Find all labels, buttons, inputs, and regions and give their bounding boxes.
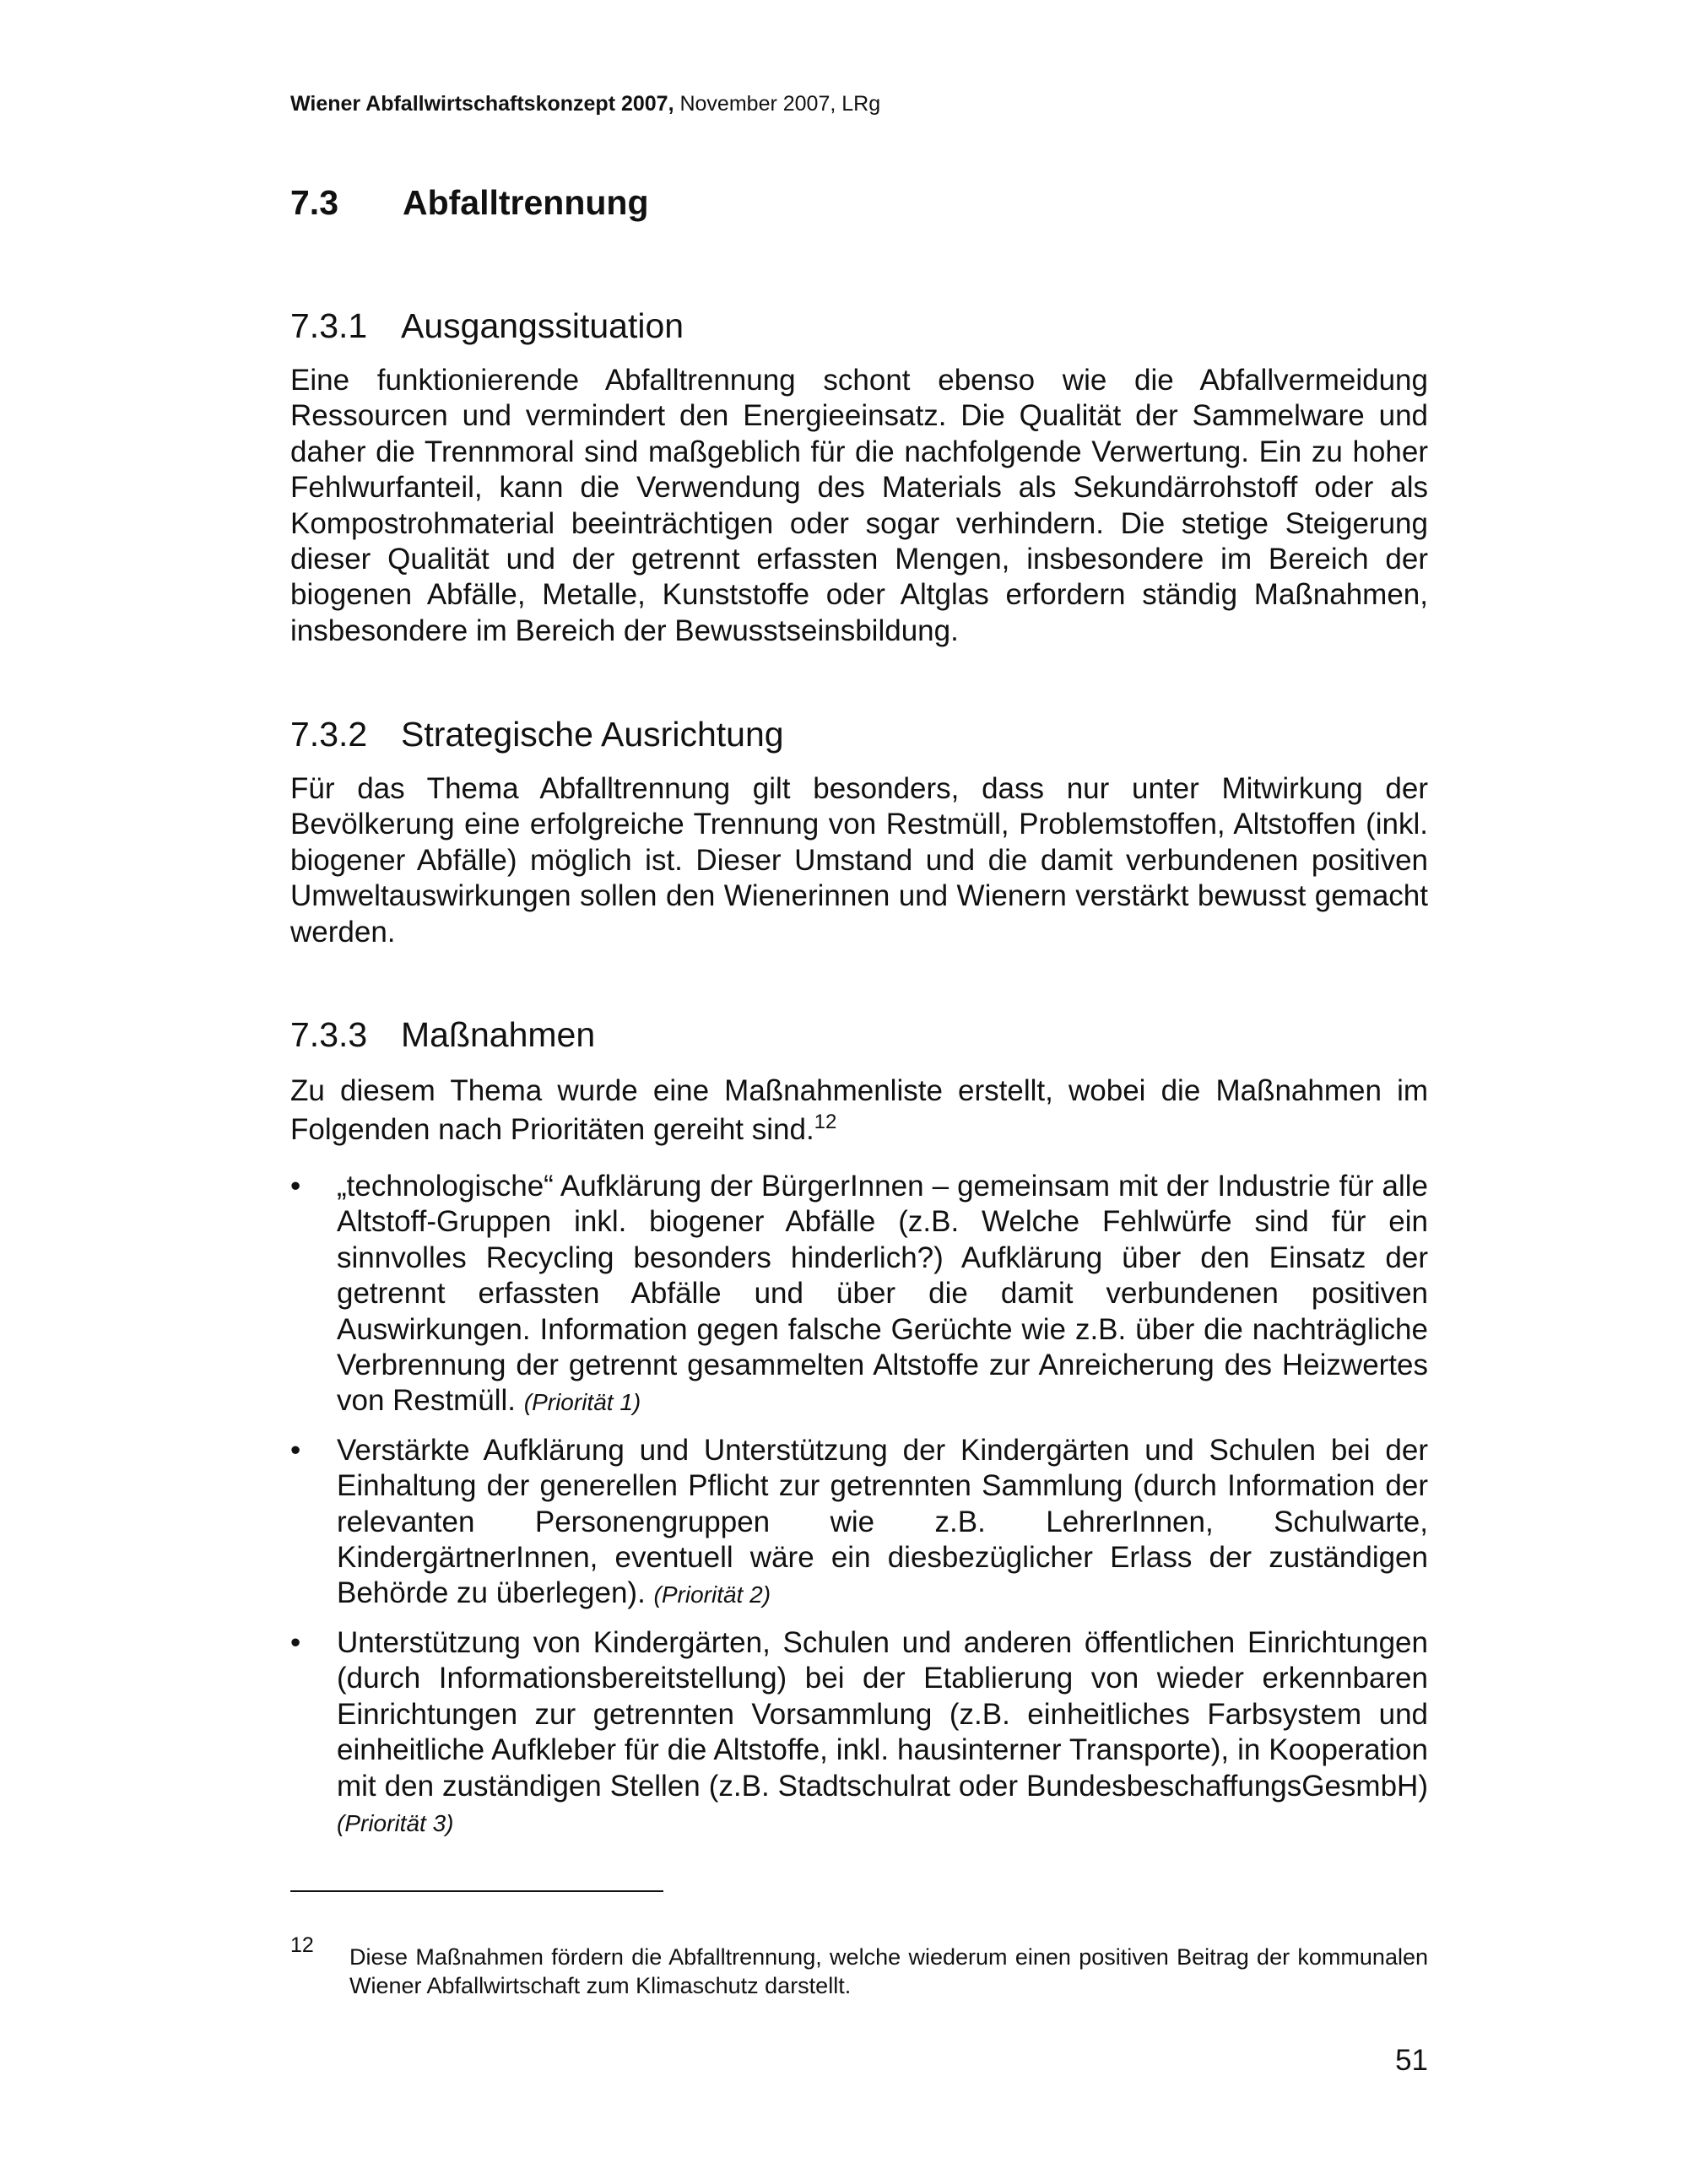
header-title-bold: Wiener Abfallwirtschaftskonzept 2007, <box>290 92 674 116</box>
list-item <box>290 1169 1428 1421</box>
paragraph-ausgangssituation: Eine funktionierende Abfalltrennung schont ebenso wie die Abfallvermeidung Ressourcen und vermindert den Energieeinsatz. Die Qualität der Sammelware und daher die Trennmoral sind maßgeblich für die nachfolgende Verwertung. Ein zu hoher Fehlwurfanteil, kann die Verwendung des Materials als Sekundärrohstoff oder als Kompostrohmaterial beeinträchtigen oder sogar verhindern. Die stetige Steigerung dieser Qualität und der getrennt erfassten Mengen, insbesondere im Bereich der biogenen Abfälle, Metalle, Kunststoffe oder Altglas erfordern ständig Maßnahmen, insbesondere im Bereich der Bewusstseinsbildung. <box>290 364 1428 647</box>
subsection-title-2: Strategische Ausrichtung <box>401 715 784 754</box>
bullet-icon: • <box>290 1433 301 1467</box>
list-item-text: Verstärkte Aufklärung und Unterstützung der Kindergärten und Schulen bei der Einhaltung der generellen Pflicht zur getrennten Sammlung (durch Information der relevanten Personengruppen wie z.B. LehrerInnen, Schulwarte, KindergärtnerInnen, eventuell wäre ein diesbezüglicher Erlass der zuständigen Behörde zu überlegen). <box>337 1433 1428 1610</box>
header-title-rest: November 2007, LRg <box>674 92 881 116</box>
subsection-heading-1 <box>290 302 684 349</box>
subsection-title-1: Ausgangssituation <box>401 306 684 345</box>
section-number: 7.3 <box>290 183 338 222</box>
bullet-icon: • <box>290 1625 301 1659</box>
priority-label: (Priorität 3) <box>337 1809 454 1836</box>
footnote-reference: 12 <box>814 1111 837 1133</box>
page-number: 51 <box>1395 2044 1428 2077</box>
priority-label: (Priorität 1) <box>523 1389 641 1416</box>
intro-text: Zu diesem Thema wurde eine Maßnahmenliste erstellt, wobei die Maßnahmen im Folgenden nach Prioritäten gereiht sind. <box>290 1074 1428 1146</box>
bullet-icon: • <box>290 1170 301 1203</box>
footnote-text: Diese Maßnahmen fördern die Abfalltrennung, welche wiederum einen positiven Beitrag der kommunalen Wiener Abfallwirtschaft zum Klimaschutz darstellt. <box>349 1944 1428 1998</box>
measures-list <box>290 1169 1428 1853</box>
footnote-divider <box>290 1890 663 1892</box>
subsection-heading-3 <box>290 1011 595 1058</box>
list-item-text: Unterstützung von Kindergärten, Schulen und anderen öffentlichen Einrichtungen (durch Informationsbereitstellung) bei der Etablierung von wieder erkennbaren Einrichtungen zur getrennten Vorsammlung (z.B. einheitliches Farbsystem und einheitliche Aufkleber für die Altstoffe, inkl. hausinterner Transporte), in Kooperation mit den zuständigen Stellen (z.B. Stadtschulrat oder BundesbeschaffungsGesmbH) <box>337 1625 1428 1803</box>
footnote-number: 12 <box>290 1933 314 1957</box>
subsection-number-1: 7.3.1 <box>290 306 368 345</box>
paragraph-strategische-ausrichtung: Für das Thema Abfalltrennung gilt besonders, dass nur unter Mitwirkung der Bevölkerung eine erfolgreiche Trennung von Restmüll, Problemstoffen, Altstoffen (inkl. biogener Abfälle) möglich ist. Dieser Umstand und die damit verbundenen positiven Umweltauswirkungen sollen den Wienerinnen und Wienern verstärkt bewusst gemacht werden. <box>290 772 1428 949</box>
running-header <box>290 89 880 118</box>
subsection-heading-2 <box>290 711 784 758</box>
list-item <box>290 1625 1428 1841</box>
list-item <box>290 1433 1428 1614</box>
list-item-text: „technologische“ Aufklärung der BürgerInnen – gemeinsam mit der Industrie für alle Altstoff-Gruppen inkl. biogener Abfälle (z.B. Welche Fehlwürfe sind für ein sinnvolles Recycling besonders hinderlich?) Aufklärung über den Einsatz der getrennt erfassten Abfälle und über die damit verbundenen positiven Auswirkungen. Information gegen falsche Gerüchte wie z.B. über die nachträgliche Verbrennung der getrennt gesammelten Altstoffe zur Anreicherung des Heizwertes von Restmüll. <box>337 1170 1428 1418</box>
paragraph-massnahmen-intro <box>290 1072 1428 1149</box>
section-heading <box>290 179 649 226</box>
priority-label: (Priorität 2) <box>653 1581 771 1608</box>
section-title: Abfalltrennung <box>403 183 649 222</box>
subsection-title-3: Maßnahmen <box>401 1015 596 1054</box>
subsection-number-3: 7.3.3 <box>290 1015 368 1054</box>
subsection-number-2: 7.3.2 <box>290 715 368 754</box>
